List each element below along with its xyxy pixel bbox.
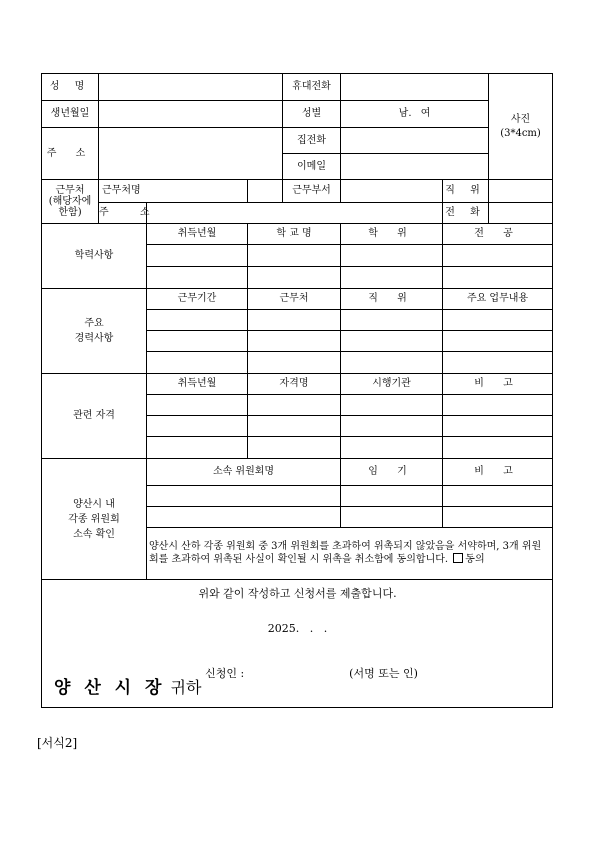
education-cell[interactable]	[248, 267, 341, 289]
email-field[interactable]	[341, 154, 489, 180]
footer-section	[42, 580, 553, 708]
birth-field[interactable]	[99, 101, 283, 128]
career-cell[interactable]	[443, 331, 553, 352]
committee-cell[interactable]	[147, 486, 341, 507]
career-cell[interactable]	[341, 352, 443, 374]
career-cell[interactable]	[147, 352, 248, 374]
sign-label: (서명 또는 인)	[349, 667, 418, 680]
committee-header-term: 임 기	[341, 459, 443, 486]
education-header-degree: 학 위	[341, 224, 443, 245]
education-cell[interactable]	[147, 245, 248, 267]
position-field[interactable]	[489, 180, 553, 203]
address-label: 주 소	[42, 128, 99, 180]
career-cell[interactable]	[248, 331, 341, 352]
application-form-table	[41, 73, 553, 708]
work-address-field[interactable]	[147, 203, 443, 224]
education-cell[interactable]	[443, 267, 553, 289]
email-label: 이메일	[283, 154, 341, 180]
education-label: 학력사항	[42, 224, 147, 289]
education-header-date: 취득년월	[147, 224, 248, 245]
career-header-workplace: 근무처	[248, 289, 341, 310]
work-label-line1: 근무처	[55, 185, 85, 196]
license-cell[interactable]	[341, 437, 443, 459]
mobile-label: 휴대전화	[283, 74, 341, 101]
work-label	[42, 180, 99, 224]
committee-header-name: 소속 위원회명	[147, 459, 341, 486]
agree-checkbox[interactable]	[453, 553, 463, 563]
committee-notice-text: 양산시 산하 각종 위원회 중 3개 위원회를 초과하여 위촉되지 않았음을 서약하며, 3개 위원회를 초과하여 위촉된 사실이 확인될 시 위촉을 취소함에 동의합니다.	[149, 540, 542, 565]
work-name-label: 근무처명	[102, 185, 141, 196]
mobile-field[interactable]	[341, 74, 489, 101]
applicant-label: 신청인 :	[205, 667, 245, 680]
license-header-name: 자격명	[248, 374, 341, 395]
career-cell[interactable]	[248, 310, 341, 331]
career-cell[interactable]	[443, 352, 553, 374]
career-label-line1: 주요	[84, 318, 104, 329]
career-header-duties: 주요 업무내용	[443, 289, 553, 310]
gender-label: 성별	[283, 101, 341, 128]
career-header-period: 근무기간	[147, 289, 248, 310]
license-cell[interactable]	[341, 395, 443, 416]
home-phone-label: 집전화	[283, 128, 341, 154]
committee-label	[42, 459, 147, 580]
committee-notice	[147, 528, 553, 580]
photo-label: 사진	[510, 113, 531, 125]
work-name-field-extra[interactable]	[248, 180, 283, 203]
license-label: 관련 자격	[42, 374, 147, 459]
career-cell[interactable]	[147, 310, 248, 331]
education-cell[interactable]	[341, 267, 443, 289]
career-cell[interactable]	[341, 310, 443, 331]
license-cell[interactable]	[147, 395, 248, 416]
license-cell[interactable]	[248, 416, 341, 437]
license-cell[interactable]	[341, 416, 443, 437]
work-name-row	[99, 180, 248, 203]
work-label-line2: (해당자에	[48, 196, 92, 207]
committee-cell[interactable]	[341, 507, 443, 528]
work-dept-label: 근무부서	[283, 180, 341, 203]
license-cell[interactable]	[443, 395, 553, 416]
name-field[interactable]	[99, 74, 283, 101]
agree-label: 동의	[465, 554, 485, 565]
committee-label-line2: 각종 위원회	[68, 513, 120, 525]
committee-cell[interactable]	[443, 486, 553, 507]
committee-header-note: 비 고	[443, 459, 553, 486]
license-cell[interactable]	[248, 437, 341, 459]
license-cell[interactable]	[248, 395, 341, 416]
license-cell[interactable]	[147, 416, 248, 437]
gender-options[interactable]: 남. 여	[341, 101, 489, 128]
license-header-date: 취득년월	[147, 374, 248, 395]
career-cell[interactable]	[147, 331, 248, 352]
work-address-label: 주 소	[99, 203, 147, 224]
committee-cell[interactable]	[147, 507, 341, 528]
education-cell[interactable]	[341, 245, 443, 267]
career-cell[interactable]	[248, 352, 341, 374]
photo-box[interactable]	[489, 74, 553, 180]
home-phone-field[interactable]	[341, 128, 489, 154]
committee-label-line3: 소속 확인	[73, 528, 115, 540]
career-label	[42, 289, 147, 374]
career-header-position: 직 위	[341, 289, 443, 310]
license-cell[interactable]	[443, 437, 553, 459]
work-label-line3: 한함)	[58, 207, 82, 218]
mayor-title: 양 산 시 장	[54, 678, 166, 698]
education-cell[interactable]	[248, 245, 341, 267]
recipient-line	[54, 678, 202, 698]
submission-date[interactable]: 2025. . .	[267, 622, 328, 635]
education-header-major: 전 공	[443, 224, 553, 245]
license-cell[interactable]	[147, 437, 248, 459]
declaration-text: 위와 같이 작성하고 신청서를 제출합니다.	[198, 587, 397, 600]
license-cell[interactable]	[443, 416, 553, 437]
work-dept-field[interactable]	[341, 180, 443, 203]
form-number: [서식2]	[37, 736, 78, 750]
license-header-agency: 시행기관	[341, 374, 443, 395]
position-label: 직 위	[443, 180, 489, 203]
education-header-school: 학 교 명	[248, 224, 341, 245]
committee-cell[interactable]	[443, 507, 553, 528]
address-field[interactable]	[99, 128, 283, 180]
career-label-line2: 경력사항	[74, 333, 114, 344]
education-cell[interactable]	[443, 245, 553, 267]
career-cell[interactable]	[341, 331, 443, 352]
phone-label: 전 화	[443, 203, 489, 224]
education-cell[interactable]	[147, 267, 248, 289]
name-label: 성 명	[42, 74, 99, 101]
photo-size: (3*4cm)	[500, 127, 541, 139]
phone-field[interactable]	[489, 203, 553, 224]
career-cell[interactable]	[443, 310, 553, 331]
license-header-note: 비 고	[443, 374, 553, 395]
birth-label: 생년월일	[42, 101, 99, 128]
committee-label-line1: 양산시 내	[73, 498, 115, 510]
mayor-suffix: 귀하	[170, 678, 202, 697]
committee-cell[interactable]	[341, 486, 443, 507]
